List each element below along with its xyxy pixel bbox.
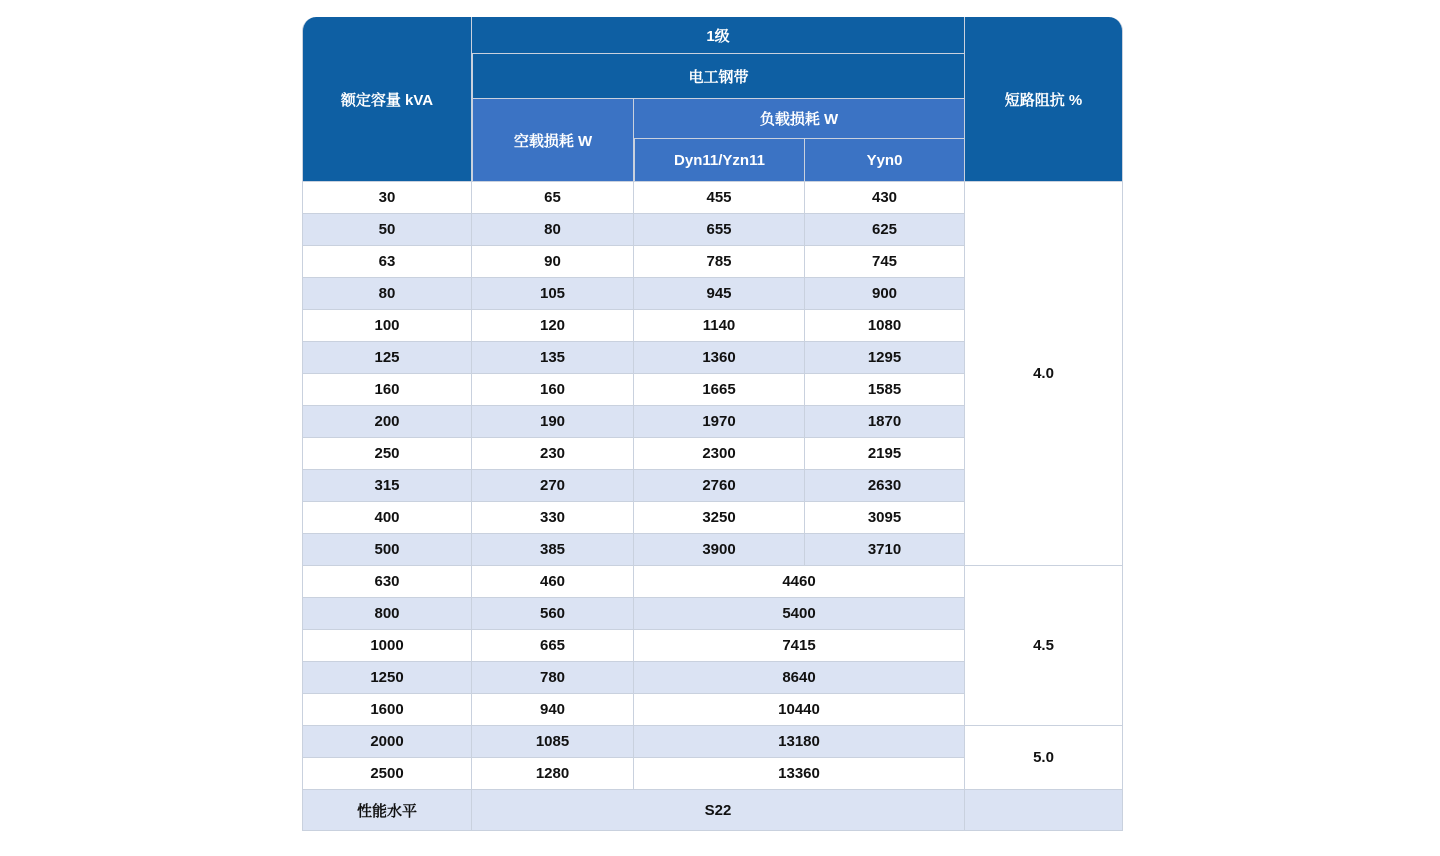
impedance-cell: 5.0 — [965, 726, 1123, 790]
capacity-cell: 800 — [302, 598, 472, 630]
noload-cell: 1280 — [472, 758, 634, 790]
dyn-cell: 1970 — [634, 406, 805, 438]
header-noload-loss: 空载损耗 W — [472, 99, 634, 182]
load-loss-cell: 8640 — [634, 662, 965, 694]
capacity-cell: 80 — [302, 278, 472, 310]
impedance-cell: 4.0 — [965, 182, 1123, 566]
table-row — [302, 566, 1123, 598]
dyn-cell: 3900 — [634, 534, 805, 566]
noload-cell: 940 — [472, 694, 634, 726]
noload-cell: 80 — [472, 214, 634, 246]
table-row — [302, 726, 1123, 758]
dyn-cell: 2760 — [634, 470, 805, 502]
impedance-cell: 4.5 — [965, 566, 1123, 726]
performance-label: 性能水平 — [302, 790, 472, 831]
dyn-cell: 1665 — [634, 374, 805, 406]
noload-cell: 230 — [472, 438, 634, 470]
dyn-cell: 655 — [634, 214, 805, 246]
capacity-cell: 2500 — [302, 758, 472, 790]
header-capacity: 额定容量 kVA — [302, 17, 472, 182]
capacity-cell: 50 — [302, 214, 472, 246]
noload-cell: 105 — [472, 278, 634, 310]
dyn-cell: 2300 — [634, 438, 805, 470]
transformer-spec-table — [302, 17, 1123, 831]
capacity-cell: 160 — [302, 374, 472, 406]
header-material: 电工钢带 — [472, 54, 965, 99]
noload-cell: 330 — [472, 502, 634, 534]
yyn-cell: 2195 — [805, 438, 965, 470]
yyn-cell: 3095 — [805, 502, 965, 534]
noload-cell: 65 — [472, 182, 634, 214]
load-loss-cell: 13360 — [634, 758, 965, 790]
capacity-cell: 1600 — [302, 694, 472, 726]
yyn-cell: 430 — [805, 182, 965, 214]
header-impedance: 短路阻抗 % — [965, 17, 1123, 182]
yyn-cell: 3710 — [805, 534, 965, 566]
yyn-cell: 1295 — [805, 342, 965, 374]
noload-cell: 190 — [472, 406, 634, 438]
capacity-cell: 630 — [302, 566, 472, 598]
dyn-cell: 1140 — [634, 310, 805, 342]
yyn-cell: 900 — [805, 278, 965, 310]
capacity-cell: 315 — [302, 470, 472, 502]
capacity-cell: 400 — [302, 502, 472, 534]
capacity-cell: 250 — [302, 438, 472, 470]
noload-cell: 460 — [472, 566, 634, 598]
capacity-cell: 200 — [302, 406, 472, 438]
performance-value: S22 — [472, 790, 965, 831]
noload-cell: 385 — [472, 534, 634, 566]
noload-cell: 160 — [472, 374, 634, 406]
dyn-cell: 1360 — [634, 342, 805, 374]
capacity-cell: 100 — [302, 310, 472, 342]
header-dyn11: Dyn11/Yzn11 — [634, 139, 805, 182]
yyn-cell: 745 — [805, 246, 965, 278]
yyn-cell: 625 — [805, 214, 965, 246]
capacity-cell: 500 — [302, 534, 472, 566]
capacity-cell: 63 — [302, 246, 472, 278]
noload-cell: 560 — [472, 598, 634, 630]
noload-cell: 665 — [472, 630, 634, 662]
noload-cell: 780 — [472, 662, 634, 694]
performance-empty-cell — [965, 790, 1123, 831]
dyn-cell: 945 — [634, 278, 805, 310]
spec-table-container — [302, 17, 1123, 831]
load-loss-cell: 13180 — [634, 726, 965, 758]
yyn-cell: 1080 — [805, 310, 965, 342]
capacity-cell: 1250 — [302, 662, 472, 694]
capacity-cell: 30 — [302, 182, 472, 214]
dyn-cell: 455 — [634, 182, 805, 214]
header-load-loss: 负载损耗 W — [634, 99, 965, 139]
capacity-cell: 2000 — [302, 726, 472, 758]
noload-cell: 120 — [472, 310, 634, 342]
noload-cell: 135 — [472, 342, 634, 374]
header-grade: 1级 — [472, 17, 965, 54]
noload-cell: 270 — [472, 470, 634, 502]
yyn-cell: 1585 — [805, 374, 965, 406]
performance-row — [302, 790, 1123, 831]
load-loss-cell: 10440 — [634, 694, 965, 726]
yyn-cell: 2630 — [805, 470, 965, 502]
load-loss-cell: 7415 — [634, 630, 965, 662]
capacity-cell: 125 — [302, 342, 472, 374]
noload-cell: 90 — [472, 246, 634, 278]
table-row — [302, 182, 1123, 214]
noload-cell: 1085 — [472, 726, 634, 758]
load-loss-cell: 4460 — [634, 566, 965, 598]
dyn-cell: 3250 — [634, 502, 805, 534]
load-loss-cell: 5400 — [634, 598, 965, 630]
header-yyn0: Yyn0 — [805, 139, 965, 182]
yyn-cell: 1870 — [805, 406, 965, 438]
capacity-cell: 1000 — [302, 630, 472, 662]
dyn-cell: 785 — [634, 246, 805, 278]
